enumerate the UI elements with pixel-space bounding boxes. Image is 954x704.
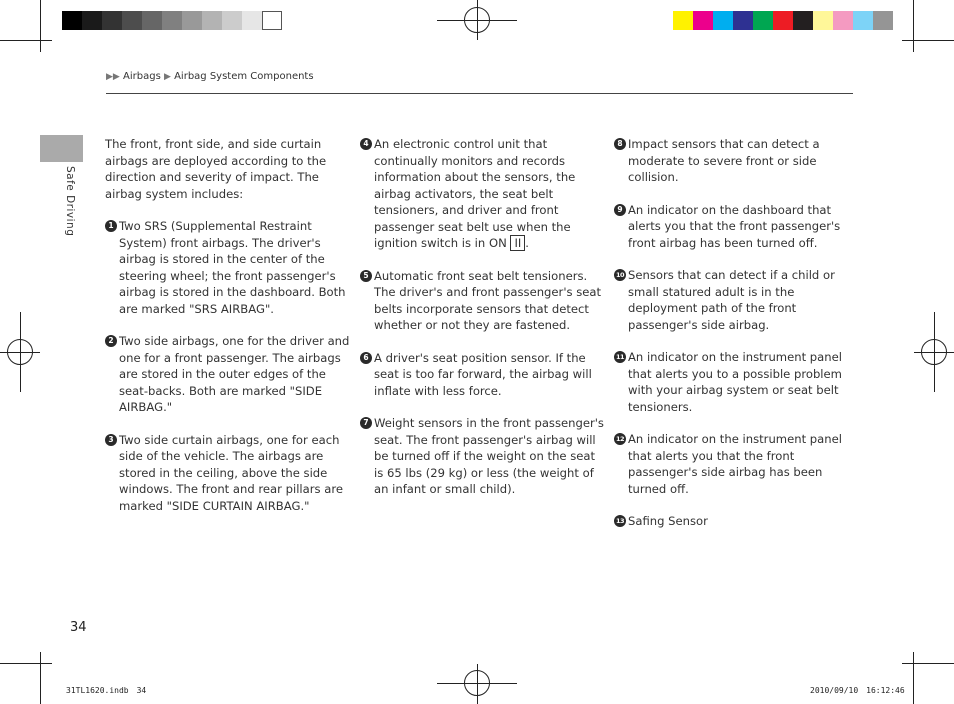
item-text: An indicator on the instrument panel that alerts you that the front passenger's side airbag has been turned off. bbox=[628, 432, 842, 496]
section-label: Safe Driving bbox=[64, 166, 76, 237]
crop-mark bbox=[40, 652, 41, 704]
item-text: A driver's seat position sensor. If the seat is too far forward, the airbag will inflate with less force. bbox=[374, 350, 592, 398]
list-item bbox=[105, 218, 350, 317]
color-swatch bbox=[82, 11, 102, 30]
crop-mark bbox=[902, 663, 954, 664]
number-badge: 10 bbox=[615, 271, 625, 279]
item-text: An indicator on the instrument panel that alerts you to a possible problem with your airbag system or seat belt tensioners. bbox=[628, 350, 842, 414]
color-swatch bbox=[182, 11, 202, 30]
color-swatch bbox=[62, 11, 82, 30]
intro-paragraph: The front, front side, and side curtain airbags are deployed according to the direction and severity of impact. The airbag system includes: bbox=[105, 137, 327, 201]
item-text: Safing Sensor bbox=[628, 514, 708, 528]
list-item bbox=[614, 513, 858, 530]
item-text: Two side curtain airbags, one for each side of the vehicle. The airbags are stored in the ceiling, above the side windows. The front and rear pillars are marked "SIDE CURTAIN AIRBAG." bbox=[119, 432, 343, 513]
color-swatch bbox=[122, 11, 142, 30]
column-1 bbox=[105, 136, 350, 530]
color-swatch bbox=[693, 11, 713, 30]
number-badge: 3 bbox=[105, 434, 117, 446]
number-badge: 4 bbox=[360, 138, 372, 150]
item-text: Two SRS (Supplemental Restraint System) front airbags. The driver's airbag is stored in the center of the steering wheel; the front passenger's airbag is stored in the dashboard. Both are marked "SRS AIRBAG". bbox=[119, 219, 346, 316]
footer-file-info: 31TL1620.indb 34 bbox=[66, 686, 147, 695]
breadcrumb-arrow-icon: ▶ bbox=[163, 72, 171, 82]
section-tab bbox=[40, 135, 83, 162]
list-item bbox=[614, 267, 858, 333]
color-swatch bbox=[773, 11, 793, 30]
color-swatch bbox=[222, 11, 242, 30]
number-badge: 11 bbox=[615, 353, 625, 361]
page-number: 34 bbox=[70, 620, 87, 635]
number-badge: 1 bbox=[105, 220, 117, 232]
color-swatch bbox=[673, 11, 693, 30]
item-text: An indicator on the dashboard that alerts you that the front passenger's front airbag has been turned off. bbox=[628, 202, 841, 250]
color-swatch bbox=[242, 11, 262, 30]
list-item bbox=[614, 349, 858, 415]
crop-mark bbox=[902, 40, 954, 41]
color-swatch bbox=[753, 11, 773, 30]
item-text: Impact sensors that can detect a moderate to severe front or side collision. bbox=[628, 137, 820, 184]
color-swatch bbox=[142, 11, 162, 30]
item-text: Weight sensors in the front passenger's seat. The front passenger's airbag will be turned off if the weight on the seat is 65 lbs (29 kg) or less (the weight of an infant or small child). bbox=[374, 416, 604, 496]
column-3 bbox=[614, 136, 858, 546]
color-swatch bbox=[202, 11, 222, 30]
list-item bbox=[360, 268, 604, 334]
color-swatch bbox=[873, 11, 893, 30]
item-text: Two side airbags, one for the driver and one for a front passenger. The airbags are stored in the outer edges of the seat-backs. Both are marked "SIDE AIRBAG." bbox=[119, 334, 350, 414]
breadcrumb bbox=[106, 71, 314, 82]
color-swatch bbox=[102, 11, 122, 30]
header-rule bbox=[106, 93, 853, 94]
list-item bbox=[360, 415, 604, 498]
item-text: Sensors that can detect if a child or small statured adult is in the deployment path of the front passenger's side airbag. bbox=[628, 268, 835, 332]
breadcrumb-arrow-icon: ▶▶ bbox=[106, 72, 120, 82]
number-badge: 12 bbox=[615, 435, 625, 443]
list-item bbox=[105, 432, 350, 515]
crop-mark bbox=[0, 40, 52, 41]
color-swatch bbox=[262, 11, 282, 30]
color-swatch bbox=[713, 11, 733, 30]
item-text: Automatic front seat belt tensioners. The driver's and front passenger's seat belts incorporate sensors that detect whether or not they are fastened. bbox=[374, 268, 602, 332]
item-text-tail: . bbox=[525, 236, 529, 250]
list-item bbox=[614, 136, 858, 186]
crop-mark bbox=[40, 0, 41, 52]
footer-timestamp: 2010/09/10 16:12:46 bbox=[810, 686, 905, 695]
color-swatch bbox=[733, 11, 753, 30]
list-item bbox=[360, 136, 604, 252]
color-swatch bbox=[833, 11, 853, 30]
list-item bbox=[614, 431, 858, 497]
color-swatch bbox=[162, 11, 182, 30]
number-badge: 2 bbox=[105, 335, 117, 347]
number-badge: 9 bbox=[614, 204, 626, 216]
number-badge: 7 bbox=[360, 417, 372, 429]
ignition-position-box: II bbox=[510, 235, 525, 251]
crop-mark bbox=[913, 0, 914, 52]
number-badge: 13 bbox=[615, 517, 625, 525]
breadcrumb-item: Airbag System Components bbox=[174, 71, 314, 82]
color-swatch bbox=[813, 11, 833, 30]
list-item bbox=[105, 333, 350, 416]
item-text: An electronic control unit that continually monitors and records information about the sensors, the airbag activators, the seat belt tensioners, and driver and front passenger seat belt use when the ignition switch is in ON bbox=[374, 137, 576, 250]
list-item bbox=[360, 350, 604, 400]
breadcrumb-item: Airbags bbox=[123, 71, 161, 82]
column-2 bbox=[360, 136, 604, 514]
number-badge: 8 bbox=[614, 138, 626, 150]
crop-mark bbox=[0, 663, 52, 664]
crop-mark bbox=[913, 652, 914, 704]
number-badge: 6 bbox=[360, 352, 372, 364]
color-swatch bbox=[853, 11, 873, 30]
list-item bbox=[614, 202, 858, 252]
number-badge: 5 bbox=[360, 270, 372, 282]
color-swatch bbox=[793, 11, 813, 30]
